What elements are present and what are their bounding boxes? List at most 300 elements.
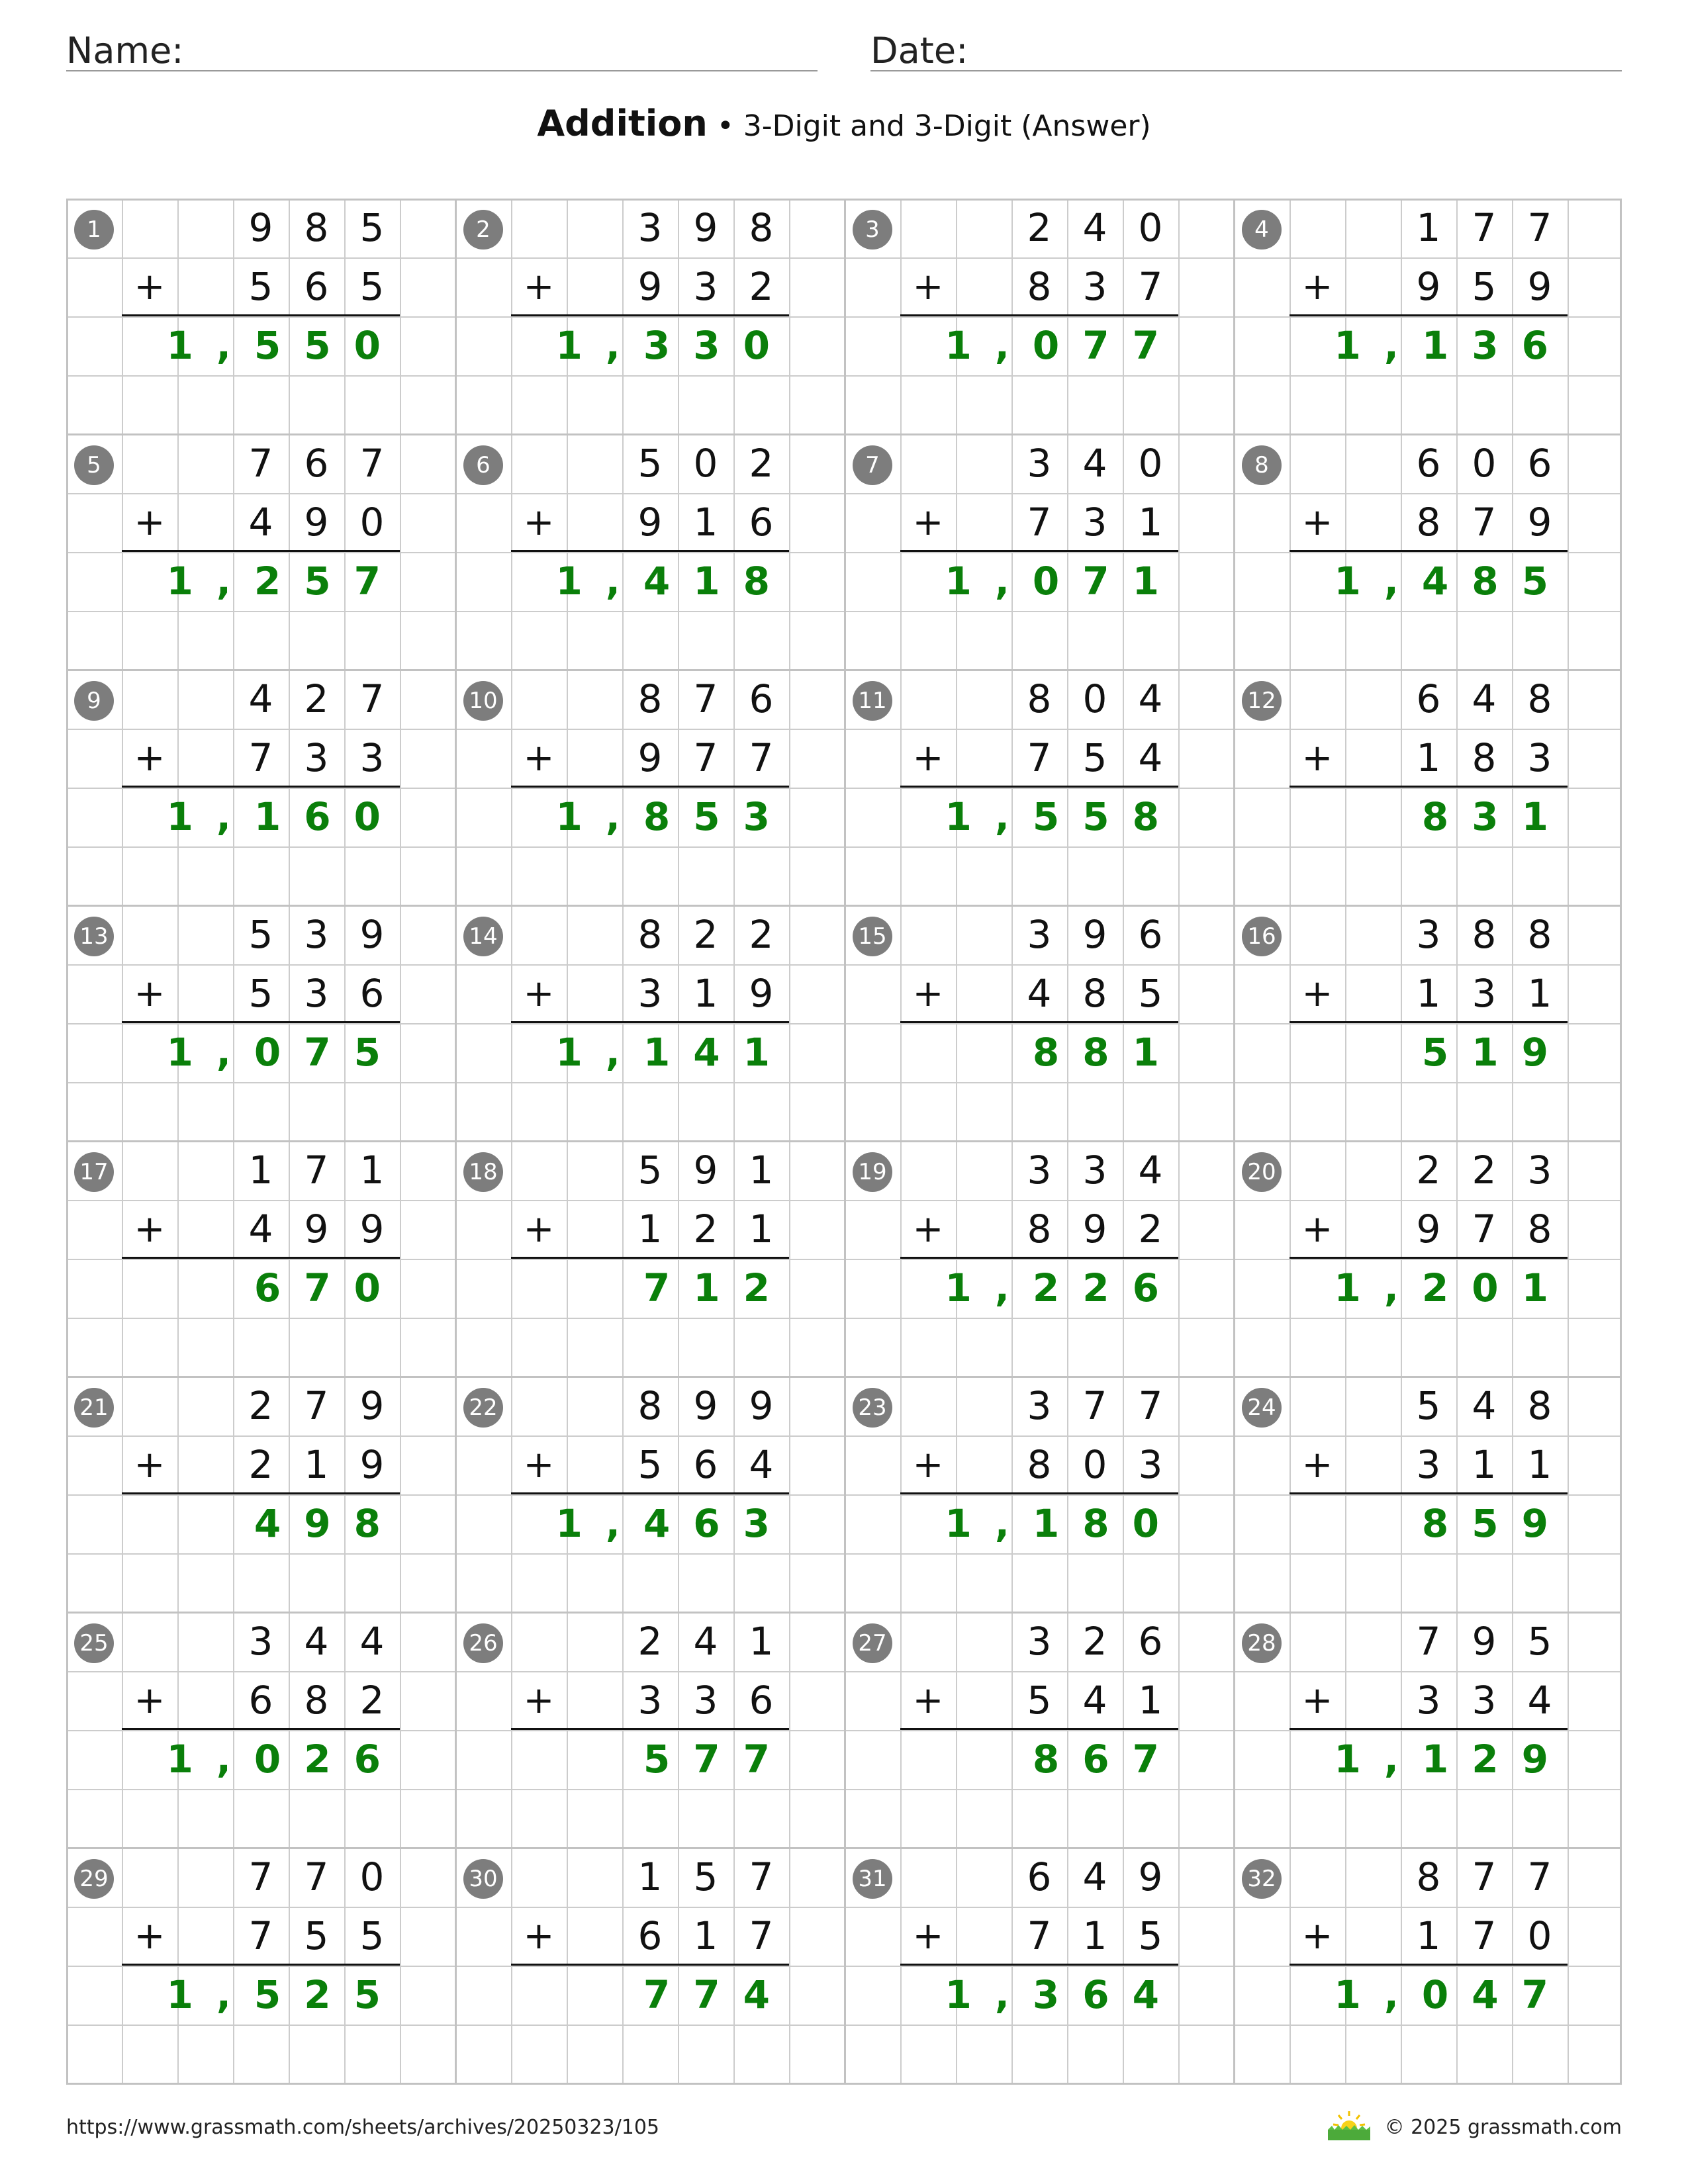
bottom-addend-digit: 1 [1416,735,1441,780]
top-addend-digit: 7 [1416,1619,1441,1664]
problem-number-badge: 4 [1242,210,1282,250]
answer: 1,160 [166,794,404,839]
plus-operator: + [912,1443,944,1486]
plus-operator: + [1301,501,1333,544]
top-addend-digit: 0 [1472,441,1497,486]
top-addend-digit: 0 [1138,441,1163,486]
plus-operator: + [1301,1443,1333,1486]
bottom-addend-digit: 7 [1472,1913,1497,1958]
bottom-addend-digit: 5 [1082,735,1107,780]
plus-operator: + [523,1208,555,1251]
top-addend-digit: 9 [1082,912,1107,957]
top-addend-digit: 4 [1082,1854,1107,1899]
bottom-addend-digit: 6 [637,1913,663,1958]
top-addend-digit: 9 [693,1383,718,1428]
bottom-addend-digit: 1 [693,971,718,1016]
problem-number-badge: 2 [463,210,503,250]
bottom-addend-digit: 5 [359,264,385,309]
bottom-addend-digit: 1 [1527,971,1552,1016]
footer-copyright: © 2025 grassmath.com [1384,2116,1622,2139]
bottom-addend-digit: 4 [749,1442,774,1487]
top-addend-digit: 9 [359,1383,385,1428]
bottom-addend-digit: 5 [1138,1913,1163,1958]
bottom-addend-digit: 9 [1082,1206,1107,1251]
problem-number-badge: 19 [853,1152,892,1192]
top-addend-digit: 7 [359,441,385,486]
bottom-addend-digit: 1 [637,1206,663,1251]
top-addend-digit: 9 [693,1148,718,1193]
problem-number-badge: 27 [853,1623,892,1663]
top-addend-digit: 2 [1027,205,1052,250]
bottom-addend-digit: 3 [1082,500,1107,545]
bottom-addend-digit: 4 [248,1206,273,1251]
bottom-addend-digit: 8 [1082,971,1107,1016]
plus-operator: + [523,265,555,308]
problem-28 [1234,1612,1623,1848]
problem-26 [455,1612,845,1848]
plus-operator: + [134,1679,165,1722]
bottom-addend-digit: 1 [1082,1913,1107,1958]
top-addend-digit: 9 [359,912,385,957]
top-addend-digit: 0 [1138,205,1163,250]
top-addend-digit: 1 [248,1148,273,1193]
bottom-addend-digit: 8 [304,1678,329,1723]
problem-12 [1234,670,1623,905]
plus-operator: + [912,1679,944,1722]
top-addend-digit: 2 [1082,1619,1107,1664]
top-addend-digit: 4 [1472,676,1497,721]
grass-sun-logo-icon [1325,2110,1373,2142]
bottom-addend-digit: 3 [304,735,329,780]
problem-16 [1234,905,1623,1141]
answer: 1,026 [166,1737,404,1782]
problem-number-badge: 12 [1242,681,1282,721]
plus-operator: + [523,1679,555,1722]
problem-30 [455,1848,845,2083]
bottom-addend-digit: 2 [693,1206,718,1251]
date-field[interactable] [870,24,1622,71]
problem-17 [66,1141,455,1377]
bottom-addend-digit: 2 [1138,1206,1163,1251]
problem-31 [845,1848,1234,2083]
answer: 519 [1421,1030,1571,1075]
plus-operator: + [1301,265,1333,308]
problem-number-badge: 30 [463,1859,503,1899]
top-addend-digit: 7 [693,676,718,721]
bottom-addend-digit: 1 [1472,1442,1497,1487]
top-addend-digit: 3 [1527,1148,1552,1193]
top-addend-digit: 4 [693,1619,718,1664]
answer: 1,853 [555,794,793,839]
problem-number-badge: 5 [74,445,114,485]
top-addend-digit: 5 [1527,1619,1552,1664]
problem-number-badge: 24 [1242,1388,1282,1428]
plus-operator: + [912,501,944,544]
top-addend-digit: 2 [304,676,329,721]
bottom-addend-digit: 9 [1416,264,1441,309]
problem-25 [66,1612,455,1848]
bottom-addend-digit: 6 [749,1678,774,1723]
problem-number-badge: 7 [853,445,892,485]
answer: 1,077 [945,323,1182,368]
top-addend-digit: 3 [1027,441,1052,486]
bottom-addend-digit: 4 [1527,1678,1552,1723]
bottom-addend-digit: 4 [248,500,273,545]
bottom-addend-digit: 9 [637,264,663,309]
problem-number-badge: 28 [1242,1623,1282,1663]
name-field[interactable] [66,24,818,71]
bottom-addend-digit: 6 [359,971,385,1016]
answer: 1,075 [166,1030,404,1075]
answer: 1,550 [166,323,404,368]
top-addend-digit: 9 [1138,1854,1163,1899]
problem-number-badge: 25 [74,1623,114,1663]
top-addend-digit: 7 [304,1854,329,1899]
bottom-addend-digit: 4 [1082,1678,1107,1723]
bottom-addend-digit: 2 [248,1442,273,1487]
bottom-addend-digit: 7 [693,735,718,780]
problem-number-badge: 32 [1242,1859,1282,1899]
bottom-addend-digit: 8 [1027,1206,1052,1251]
top-addend-digit: 3 [248,1619,273,1664]
problem-number-badge: 3 [853,210,892,250]
top-addend-digit: 9 [749,1383,774,1428]
top-addend-digit: 2 [248,1383,273,1428]
bottom-addend-digit: 3 [304,971,329,1016]
problem-4 [1234,199,1623,434]
answer: 1,257 [166,559,404,604]
worksheet-title [0,103,1688,144]
top-addend-digit: 7 [1527,205,1552,250]
plus-operator: + [134,1443,165,1486]
bottom-addend-digit: 3 [1416,1678,1441,1723]
problem-8 [1234,434,1623,670]
problem-number-badge: 29 [74,1859,114,1899]
top-addend-digit: 1 [749,1148,774,1193]
problem-number-badge: 1 [74,210,114,250]
top-addend-digit: 1 [1416,205,1441,250]
top-addend-digit: 7 [1138,1383,1163,1428]
plus-operator: + [134,1915,165,1958]
top-addend-digit: 4 [1082,205,1107,250]
answer: 1,136 [1334,323,1571,368]
top-addend-digit: 3 [304,912,329,957]
bottom-addend-digit: 7 [1027,1913,1052,1958]
top-addend-digit: 8 [749,205,774,250]
top-addend-digit: 7 [248,1854,273,1899]
problem-number-badge: 22 [463,1388,503,1428]
top-addend-digit: 2 [749,441,774,486]
answer: 1,418 [555,559,793,604]
problem-number-badge: 16 [1242,917,1282,956]
answer: 1,485 [1334,559,1571,604]
top-addend-digit: 7 [359,676,385,721]
answer: 774 [643,1972,793,2017]
bottom-addend-digit: 1 [1527,1442,1552,1487]
plus-operator: + [1301,1915,1333,1958]
answer: 1,141 [555,1030,793,1075]
title-main: Addition [537,103,708,144]
problem-24 [1234,1377,1623,1612]
problem-number-badge: 14 [463,917,503,956]
problem-23 [845,1377,1234,1612]
plus-operator: + [912,265,944,308]
top-addend-digit: 7 [749,1854,774,1899]
bottom-addend-digit: 0 [1082,1442,1107,1487]
plus-operator: + [523,501,555,544]
top-addend-digit: 1 [359,1148,385,1193]
problem-11 [845,670,1234,905]
top-addend-digit: 3 [1027,912,1052,957]
top-addend-digit: 6 [749,676,774,721]
bottom-addend-digit: 9 [1527,264,1552,309]
plus-operator: + [134,972,165,1015]
top-addend-digit: 7 [304,1148,329,1193]
problem-number-badge: 8 [1242,445,1282,485]
bottom-addend-digit: 9 [1527,500,1552,545]
plus-operator: + [134,501,165,544]
top-addend-digit: 8 [1472,912,1497,957]
top-addend-digit: 5 [693,1854,718,1899]
top-addend-digit: 0 [1082,676,1107,721]
top-addend-digit: 6 [1416,676,1441,721]
bottom-addend-digit: 9 [304,500,329,545]
top-addend-digit: 2 [749,912,774,957]
bottom-addend-digit: 7 [1472,1206,1497,1251]
plus-operator: + [1301,1679,1333,1722]
title-subtitle: • 3-Digit and 3-Digit (Answer) [707,109,1151,143]
bottom-addend-digit: 6 [749,500,774,545]
bottom-addend-digit: 5 [1472,264,1497,309]
plus-operator: + [1301,1208,1333,1251]
top-addend-digit: 4 [1138,1148,1163,1193]
plus-operator: + [1301,737,1333,780]
answer: 859 [1421,1501,1571,1546]
problem-number-badge: 17 [74,1152,114,1192]
plus-operator: + [912,1915,944,1958]
top-addend-digit: 2 [1416,1148,1441,1193]
bottom-addend-digit: 7 [749,1913,774,1958]
top-addend-digit: 8 [637,676,663,721]
top-addend-digit: 2 [637,1619,663,1664]
bottom-addend-digit: 9 [359,1442,385,1487]
bottom-addend-digit: 1 [1416,971,1441,1016]
answer: 867 [1032,1737,1182,1782]
bottom-addend-digit: 1 [1138,500,1163,545]
footer-url[interactable]: https://www.grassmath.com/sheets/archives/20250323/105 [66,2116,660,2139]
top-addend-digit: 2 [693,912,718,957]
top-addend-digit: 1 [749,1619,774,1664]
bottom-addend-digit: 3 [1527,735,1552,780]
bottom-addend-digit: 5 [1138,971,1163,1016]
problem-number-badge: 18 [463,1152,503,1192]
problem-20 [1234,1141,1623,1377]
top-addend-digit: 5 [248,912,273,957]
top-addend-digit: 6 [304,441,329,486]
bottom-addend-digit: 0 [359,500,385,545]
top-addend-digit: 7 [304,1383,329,1428]
top-addend-digit: 3 [1027,1383,1052,1428]
top-addend-digit: 7 [1527,1854,1552,1899]
top-addend-digit: 8 [637,1383,663,1428]
bottom-addend-digit: 5 [1027,1678,1052,1723]
bottom-addend-digit: 3 [1416,1442,1441,1487]
bottom-addend-digit: 3 [359,735,385,780]
answer: 1,180 [945,1501,1182,1546]
top-addend-digit: 3 [1416,912,1441,957]
bottom-addend-digit: 9 [304,1206,329,1251]
bottom-addend-digit: 3 [1138,1442,1163,1487]
plus-operator: + [134,265,165,308]
bottom-addend-digit: 4 [1138,735,1163,780]
top-addend-digit: 2 [1472,1148,1497,1193]
problem-6 [455,434,845,670]
answer: 1,558 [945,794,1182,839]
top-addend-digit: 4 [248,676,273,721]
bottom-addend-digit: 5 [304,1913,329,1958]
plus-operator: + [523,972,555,1015]
bottom-addend-digit: 8 [1027,1442,1052,1487]
bottom-addend-digit: 6 [304,264,329,309]
problem-number-badge: 21 [74,1388,114,1428]
top-addend-digit: 3 [1027,1619,1052,1664]
problem-32 [1234,1848,1623,2083]
answer: 498 [254,1501,404,1546]
problem-2 [455,199,845,434]
problem-number-badge: 31 [853,1859,892,1899]
problem-29 [66,1848,455,2083]
top-addend-digit: 7 [1082,1383,1107,1428]
bottom-addend-digit: 3 [1472,1678,1497,1723]
name-label: Name: [66,30,184,71]
top-addend-digit: 1 [637,1854,663,1899]
top-addend-digit: 6 [1416,441,1441,486]
bottom-addend-digit: 1 [304,1442,329,1487]
top-addend-digit: 8 [1527,1383,1552,1428]
top-addend-digit: 8 [304,205,329,250]
top-addend-digit: 7 [248,441,273,486]
problem-9 [66,670,455,905]
bottom-addend-digit: 9 [637,735,663,780]
plus-operator: + [134,1208,165,1251]
bottom-addend-digit: 3 [637,1678,663,1723]
bottom-addend-digit: 6 [248,1678,273,1723]
problem-7 [845,434,1234,670]
bottom-addend-digit: 3 [637,971,663,1016]
top-addend-digit: 9 [1472,1619,1497,1664]
bottom-addend-digit: 9 [1416,1206,1441,1251]
bottom-addend-digit: 5 [359,1913,385,1958]
top-addend-digit: 4 [1472,1383,1497,1428]
bottom-addend-digit: 1 [693,1913,718,1958]
top-addend-digit: 4 [1138,676,1163,721]
answer: 1,226 [945,1265,1182,1310]
problem-number-badge: 15 [853,917,892,956]
top-addend-digit: 8 [637,912,663,957]
problem-number-badge: 9 [74,681,114,721]
problem-number-badge: 20 [1242,1152,1282,1192]
top-addend-digit: 3 [1027,1148,1052,1193]
problem-number-badge: 6 [463,445,503,485]
top-addend-digit: 6 [1138,1619,1163,1664]
plus-operator: + [912,737,944,780]
problem-number-badge: 26 [463,1623,503,1663]
problem-3 [845,199,1234,434]
bottom-addend-digit: 7 [248,1913,273,1958]
answer: 1,071 [945,559,1182,604]
top-addend-digit: 6 [1527,441,1552,486]
plus-operator: + [134,737,165,780]
answer: 1,129 [1334,1737,1571,1782]
bottom-addend-digit: 1 [749,1206,774,1251]
plus-operator: + [523,1915,555,1958]
problem-22 [455,1377,845,1612]
top-addend-digit: 8 [1416,1854,1441,1899]
bottom-addend-digit: 0 [1527,1913,1552,1958]
answer: 1,201 [1334,1265,1571,1310]
bottom-addend-digit: 9 [637,500,663,545]
problem-14 [455,905,845,1141]
bottom-addend-digit: 7 [1472,500,1497,545]
top-addend-digit: 5 [637,441,663,486]
problem-number-badge: 10 [463,681,503,721]
answer: 831 [1421,794,1571,839]
problem-1 [66,199,455,434]
top-addend-digit: 8 [1527,912,1552,957]
top-addend-digit: 8 [1527,676,1552,721]
bottom-addend-digit: 4 [1027,971,1052,1016]
problem-18 [455,1141,845,1377]
top-addend-digit: 4 [359,1619,385,1664]
bottom-addend-digit: 7 [1027,500,1052,545]
problem-15 [845,905,1234,1141]
plus-operator: + [912,1208,944,1251]
bottom-addend-digit: 7 [1138,264,1163,309]
top-addend-digit: 3 [1082,1148,1107,1193]
answer: 1,364 [945,1972,1182,2017]
bottom-addend-digit: 3 [1082,264,1107,309]
bottom-addend-digit: 9 [749,971,774,1016]
bottom-addend-digit: 5 [637,1442,663,1487]
bottom-addend-digit: 3 [693,264,718,309]
problem-number-badge: 11 [853,681,892,721]
answer: 577 [643,1737,793,1782]
bottom-addend-digit: 5 [248,264,273,309]
bottom-addend-digit: 9 [359,1206,385,1251]
bottom-addend-digit: 5 [248,971,273,1016]
answer: 1,525 [166,1972,404,2017]
answer: 670 [254,1265,404,1310]
plus-operator: + [523,737,555,780]
answer: 712 [643,1265,793,1310]
bottom-addend-digit: 3 [1472,971,1497,1016]
bottom-addend-digit: 7 [248,735,273,780]
top-addend-digit: 3 [637,205,663,250]
top-addend-digit: 0 [693,441,718,486]
problem-10 [455,670,845,905]
plus-operator: + [523,1443,555,1486]
bottom-addend-digit: 2 [359,1678,385,1723]
problem-13 [66,905,455,1141]
bottom-addend-digit: 2 [749,264,774,309]
bottom-addend-digit: 8 [1416,500,1441,545]
bottom-addend-digit: 1 [1416,1913,1441,1958]
top-addend-digit: 7 [1472,1854,1497,1899]
top-addend-digit: 6 [1027,1854,1052,1899]
answer: 1,463 [555,1501,793,1546]
top-addend-digit: 4 [304,1619,329,1664]
problem-number-badge: 23 [853,1388,892,1428]
